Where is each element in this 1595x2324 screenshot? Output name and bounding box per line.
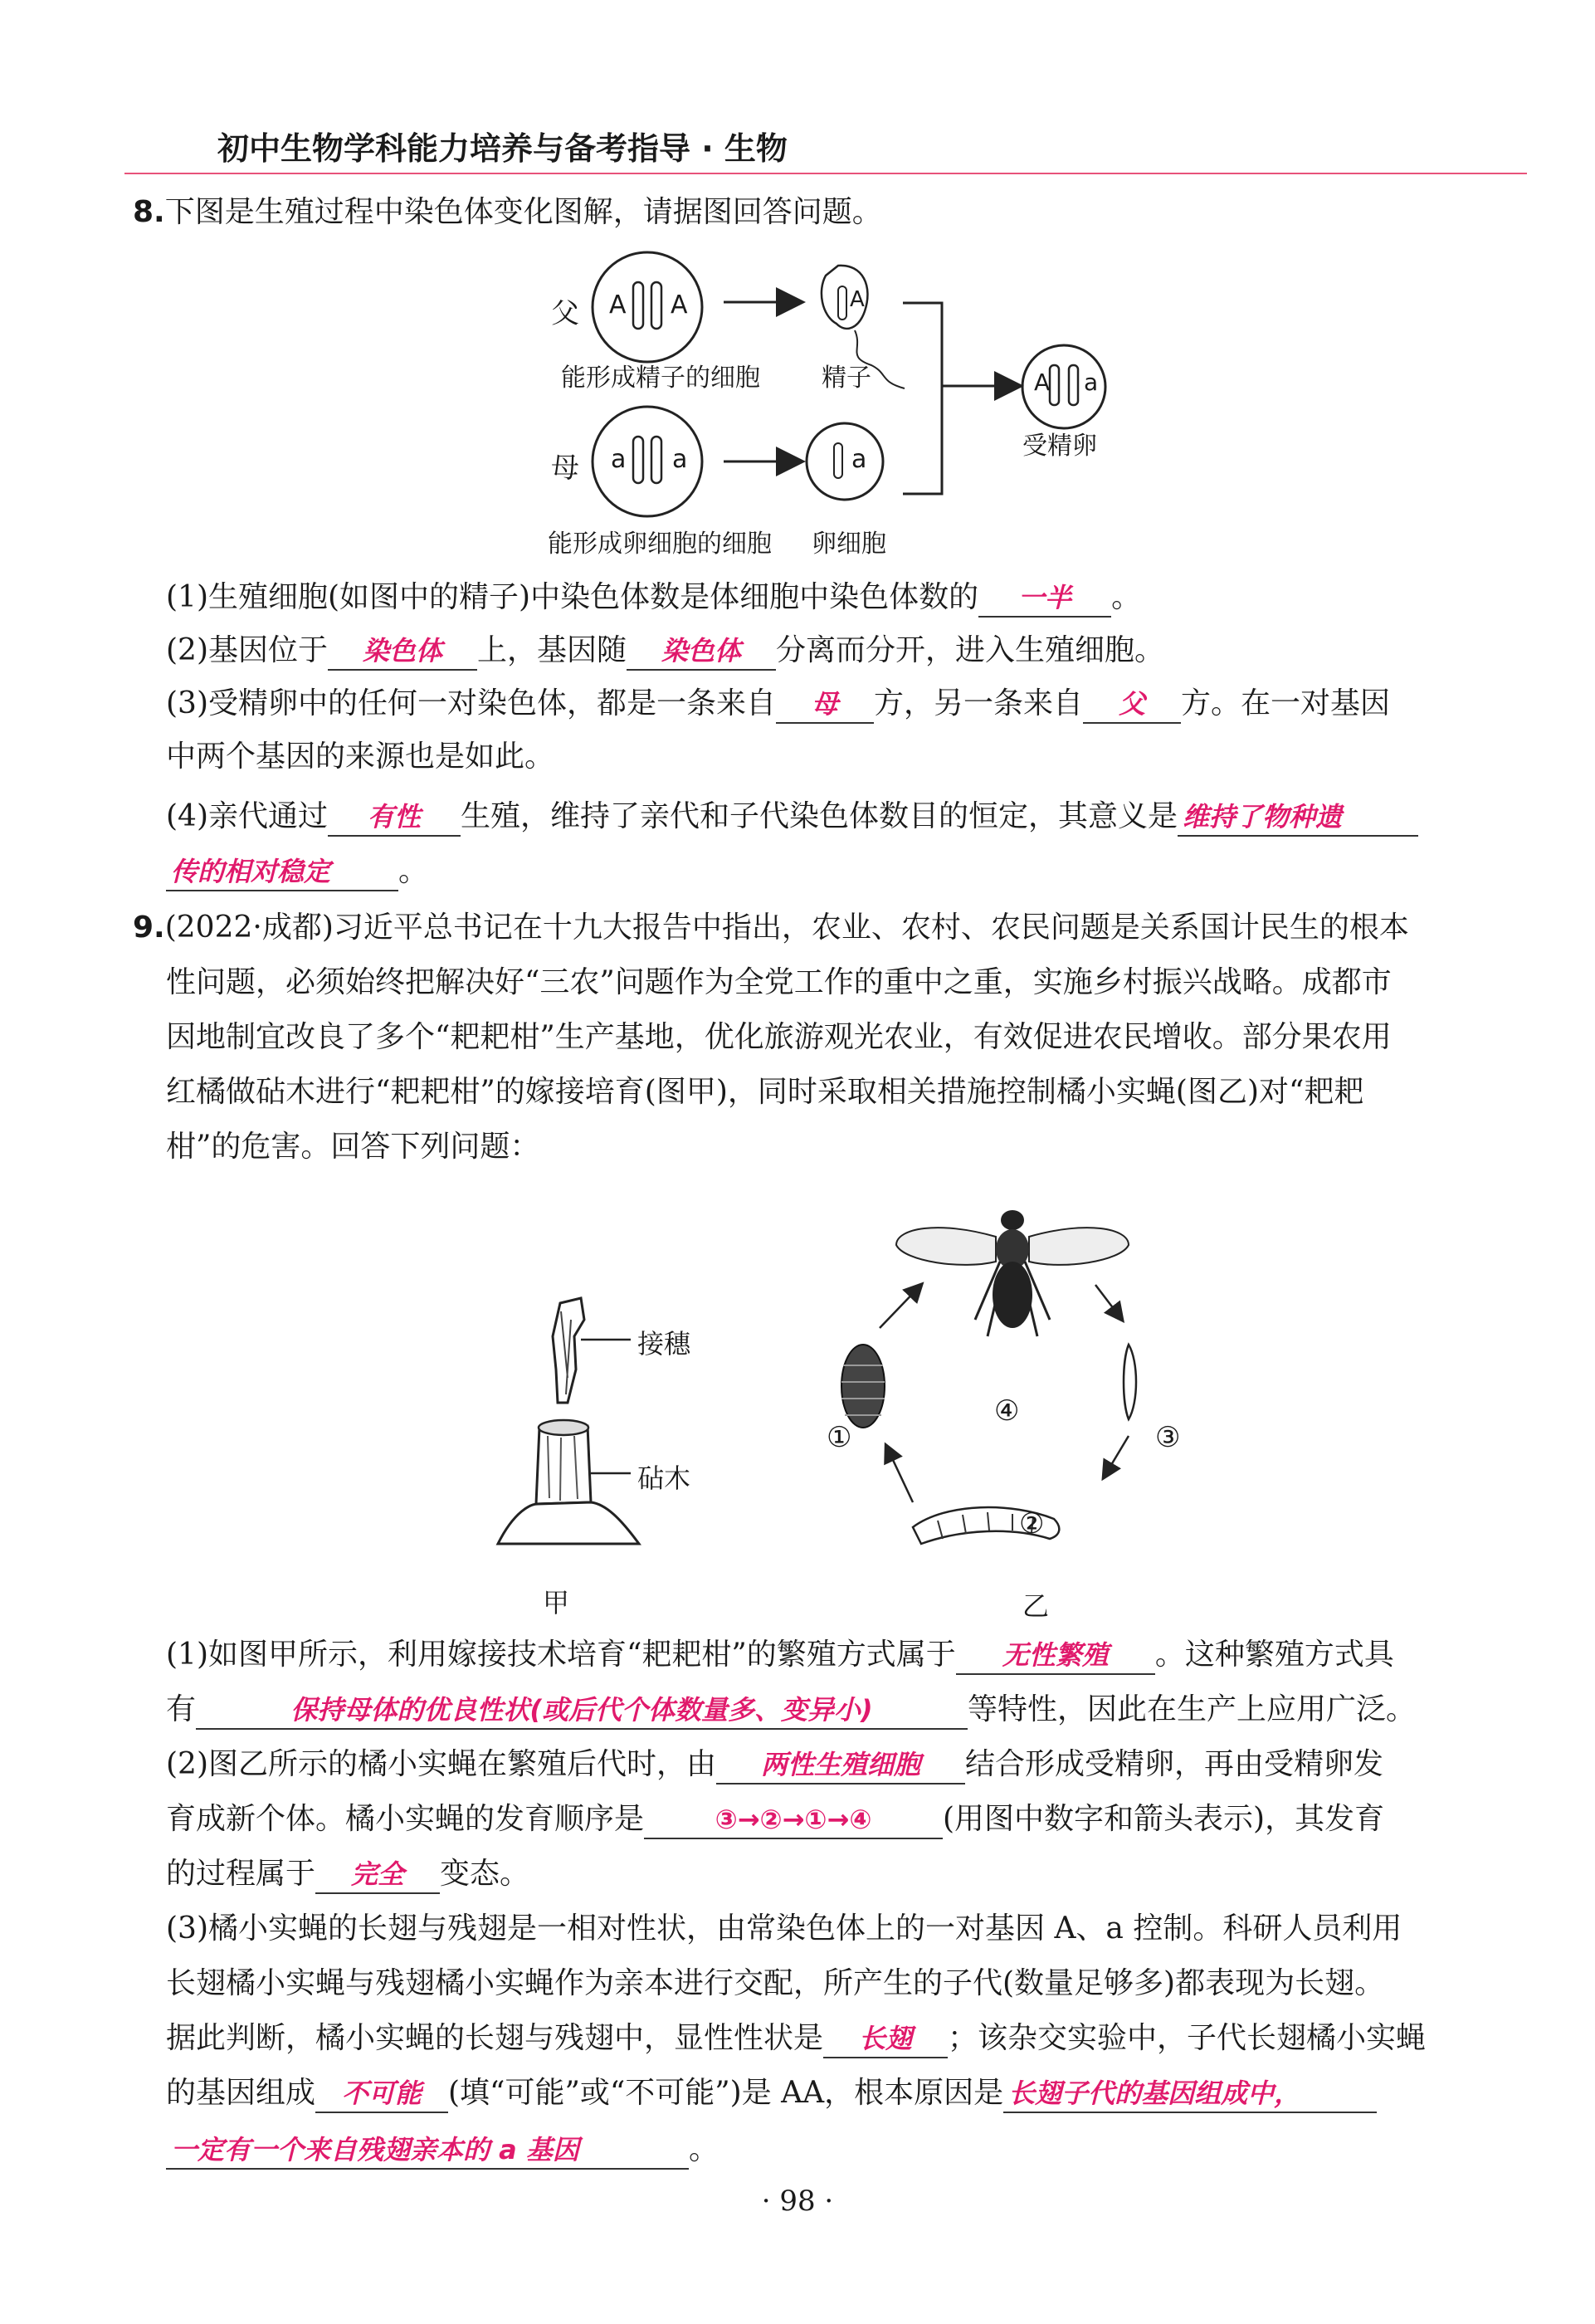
q9-p2-l2post: (用图中数字和箭头表示)，其发育 [943, 1802, 1385, 1836]
label-scion: 接穗 [637, 1328, 691, 1360]
answer-blank: 无性繁殖 [956, 1637, 1155, 1675]
stock-icon [536, 1426, 591, 1504]
q9-p2-mid: 结合形成受精卵，再由受精卵发 [965, 1747, 1384, 1781]
q8-p2-post: 分离而分开，进入生殖细胞。 [776, 633, 1165, 667]
q9-line2: 性问题，必须始终把解决好“三农”问题作为全党工作的重中之重，实施乡村振兴战略。成都市 [166, 965, 1392, 999]
q8-stem [133, 193, 882, 232]
answer-blank: 长翅子代的基因组成中， [1003, 2075, 1377, 2113]
q9-p3-l3post: ；该杂交实验中，子代长翅橘小实蝇 [948, 2021, 1427, 2055]
answer-blank: 父 [1083, 686, 1181, 724]
q9-number: 9. [133, 911, 165, 945]
answer-blank: 长翅 [823, 2020, 948, 2058]
answer-blank: 染色体 [328, 632, 477, 671]
q9-line3: 因地制宜改良了多个“耙耙柑”生产基地，优化旅游观光农业，有效促进农民增收。部分果农用 [166, 1020, 1392, 1054]
gene-label: a [611, 445, 627, 474]
label-figure-jia: 甲 [543, 1587, 570, 1618]
answer-blank: 母 [776, 686, 874, 724]
gene-label: a [672, 445, 688, 474]
q8-p3-mid: 方，另一条来自 [874, 686, 1084, 720]
q9-p1-mid: 。这种繁殖方式具 [1154, 1638, 1394, 1672]
cycle-arrow [880, 1285, 921, 1328]
q8-stem-text: 下图是生殖过程中染色体变化图解，请据图回答问题。 [164, 195, 882, 229]
egg-cell [807, 423, 883, 500]
gene-label: A [671, 290, 688, 320]
bracket [903, 303, 942, 494]
q9-p3-l3pre: 据此判断，橘小实蝇的长翅与残翅中，显性性状是 [166, 2021, 824, 2055]
egg-icon [1124, 1345, 1136, 1419]
q9-part3-line5 [166, 2130, 719, 2170]
stage-number-3: ③ [1155, 1421, 1181, 1454]
q8-p2-text: (2)基因位于 [166, 633, 328, 667]
grafting-figure [481, 1286, 747, 1560]
answer-blank: 维持了物种遗 [1178, 798, 1418, 837]
q9-part3-line3 [166, 2019, 1426, 2058]
label-egg-cell: 能形成卵细胞的细胞 [548, 530, 772, 559]
chromosome [651, 282, 661, 329]
adult-fly-icon [896, 1210, 1129, 1336]
q9-part2-line2 [166, 1799, 1384, 1839]
answer-blank: 不可能 [315, 2075, 448, 2113]
q9-p1-l2pre: 有 [166, 1692, 197, 1726]
header-divider [124, 173, 1527, 174]
chromosome [838, 286, 846, 320]
ground [498, 1502, 639, 1544]
q9-p1-post: 等特性，因此在生产上应用广泛。 [968, 1692, 1417, 1726]
stage-number-1: ① [827, 1421, 852, 1454]
q9-p3-l4pre: 的基因组成 [166, 2076, 316, 2110]
q8-p4-mid: 生殖，维持了亲代和子代染色体数目的恒定，其意义是 [461, 799, 1178, 833]
q8-p1-text: (1)生殖细胞(如图中的精子)中染色体数是体细胞中染色体数的 [166, 580, 979, 614]
answer-blank: 完全 [315, 1856, 440, 1894]
q9-part3-line2: 长翅橘小实蝇与残翅橘小实蝇作为亲本进行交配，所产生的子代(数量足够多)都表现为长翅。 [166, 1966, 1385, 2000]
q8-part4 [166, 797, 1418, 837]
q8-part3 [166, 684, 1390, 724]
answer-blank: 染色体 [627, 632, 776, 671]
answer-blank: 有性 [328, 798, 461, 837]
label-sperm-cell: 能形成精子的细胞 [561, 364, 760, 393]
q8-p4-text: (4)亲代通过 [166, 799, 328, 833]
q8-p4-post: 。 [398, 854, 429, 888]
stage-number-4: ④ [994, 1394, 1020, 1428]
q9-line5: 柑”的危害。回答下列问题： [166, 1130, 540, 1164]
q8-p1-post: 。 [1111, 580, 1142, 614]
q9-p2-l2pre: 育成新个体。橘小实蝇的发育顺序是 [166, 1802, 645, 1836]
stage-number-2: ② [1019, 1507, 1045, 1540]
page-number: · 98 · [761, 2185, 834, 2218]
page-header-title: 初中生物学科能力培养与备考指导 · 生物 [217, 130, 788, 167]
q8-part2 [166, 631, 1164, 671]
cycle-arrow [886, 1446, 913, 1502]
q8-number: 8. [133, 195, 165, 229]
q9-p3-l4mid: (填“可能”或“不可能”)是 AA，根本原因是 [448, 2076, 1004, 2110]
q8-p2-mid: 上，基因随 [477, 633, 627, 667]
q9-part3-line4 [166, 2073, 1377, 2113]
answer-blank: 保持母体的优良性状(或后代个体数量多、变异小) [196, 1692, 968, 1730]
cycle-arrow [1095, 1285, 1122, 1320]
chromosome [1069, 365, 1078, 405]
chromosome [651, 437, 661, 483]
q8-p3-post: 方。在一对基因 [1181, 686, 1391, 720]
label-egg: 卵细胞 [812, 530, 886, 559]
q8-part3-line2: 中两个基因的来源也是如此。 [166, 740, 555, 774]
answer-blank: 一半 [978, 579, 1111, 618]
gene-label: a [1084, 369, 1099, 396]
q9-line4: 红橘做砧木进行“耙耙柑”的嫁接培育(图甲)，同时采取相关措施控制橘小实蝇(图乙)对“耙耙 [166, 1075, 1364, 1109]
chromosome [633, 282, 643, 329]
q9-stem-text: (2022·成都)习近平总书记在十九大报告中指出，农业、农村、农民问题是关系国计民生的根本 [164, 911, 1409, 945]
q9-line1 [133, 908, 1409, 948]
gene-label: A [1034, 369, 1051, 396]
answer-blank: ③→②→①→④ [644, 1801, 943, 1839]
q8-part1 [166, 578, 1141, 618]
label-father: 父 [551, 297, 579, 330]
q9-p1-text: (1)如图甲所示，利用嫁接技术培育“耙耙柑”的繁殖方式属于 [166, 1638, 956, 1672]
chromosome [834, 443, 842, 478]
label-zygote: 受精卵 [1022, 432, 1097, 461]
answer-blank: 传的相对稳定 [166, 853, 398, 891]
q9-part2-line3 [166, 1854, 529, 1894]
gene-label: A [850, 287, 865, 312]
label-stock: 砧木 [637, 1462, 691, 1494]
gene-label: a [851, 445, 867, 474]
chromosome-diagram [531, 241, 1162, 556]
answer-blank: 两性生殖细胞 [716, 1746, 965, 1784]
gene-label: A [609, 290, 627, 320]
q9-part2 [166, 1745, 1383, 1784]
q9-part1-line2 [166, 1690, 1416, 1730]
cycle-arrow [1104, 1436, 1129, 1477]
q9-p2-l3pre: 的过程属于 [166, 1857, 316, 1891]
label-figure-yi: 乙 [1022, 1590, 1050, 1622]
q9-p2-l3post: 变态。 [440, 1857, 530, 1891]
chromosome [1050, 365, 1059, 405]
chromosome [633, 437, 643, 483]
q8-part4-line2 [166, 852, 428, 891]
q9-part1 [166, 1635, 1394, 1675]
pupa-icon [841, 1345, 885, 1428]
q8-p3-text: (3)受精卵中的任何一对染色体，都是一条来自 [166, 686, 776, 720]
q9-p2-text: (2)图乙所示的橘小实蝇在繁殖后代时，由 [166, 1747, 716, 1781]
q9-p3-post: 。 [689, 2132, 719, 2166]
label-sperm: 精子 [822, 364, 871, 393]
label-mother: 母 [551, 452, 579, 485]
answer-blank: 一定有一个来自残翅亲本的 a 基因 [166, 2131, 689, 2170]
q9-part3-line1: (3)橘小实蝇的长翅与残翅是一相对性状，由常染色体上的一对基因 A、a 控制。科研人员利用 [166, 1911, 1402, 1946]
